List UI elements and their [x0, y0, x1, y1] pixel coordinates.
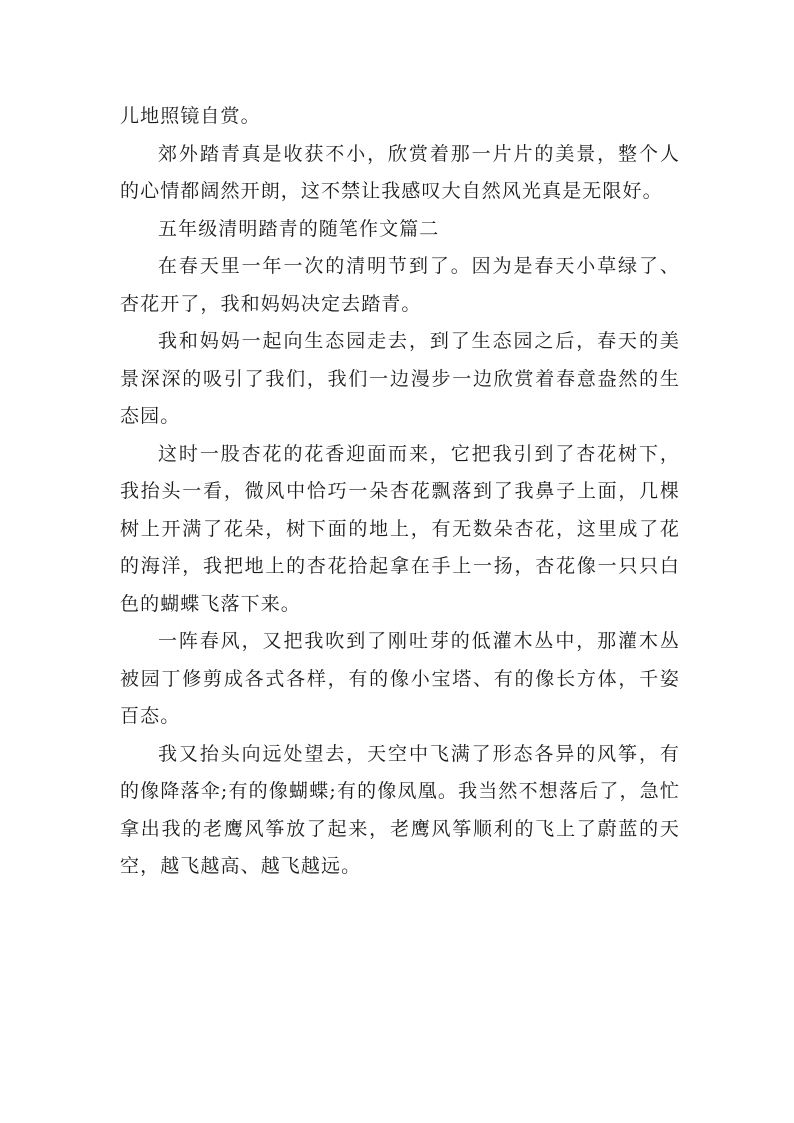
paragraph: 这时一股杏花的花香迎面而来，它把我引到了杏花树下，我抬头一看，微风中恰巧一朵杏花飘落到了我鼻子上面，几棵树上开满了花朵，树下面的地上，有无数朵杏花，这里成了花的海洋，我把地上的杏花拾起拿在手上一扬，杏花像一只只白色的蝴蝶飞落下来。 — [120, 442, 680, 615]
paragraph-continuation: 儿地照镜自赏。 — [120, 105, 261, 127]
paragraph: 在春天里一年一次的清明节到了。因为是春天小草绿了、杏花开了，我和妈妈决定去踏青。 — [120, 255, 680, 315]
section-heading: 五年级清明踏青的随笔作文篇二 — [158, 217, 440, 240]
paragraph: 一阵春风，又把我吹到了刚吐芽的低灌木丛中，那灌木丛被园丁修剪成各式各样，有的像小宝塔、有的像长方体，千姿百态。 — [120, 630, 680, 727]
paragraph: 我又抬头向远处望去，天空中飞满了形态各异的风筝，有的像降落伞;有的像蝴蝶;有的像凤凰。我当然不想落后了，急忙拿出我的老鹰风筝放了起来，老鹰风筝顺利的飞上了蔚蓝的天空，越飞越高、越飞越远。 — [120, 742, 680, 877]
paragraph: 我和妈妈一起向生态园走去，到了生态园之后，春天的美景深深的吸引了我们，我们一边漫步一边欣赏着春意盎然的生态园。 — [120, 330, 680, 427]
paragraph: 郊外踏青真是收获不小，欣赏着那一片片的美景，整个人的心情都阔然开朗，这不禁让我感叹大自然风光真是无限好。 — [120, 142, 680, 202]
document-body — [120, 98, 680, 886]
